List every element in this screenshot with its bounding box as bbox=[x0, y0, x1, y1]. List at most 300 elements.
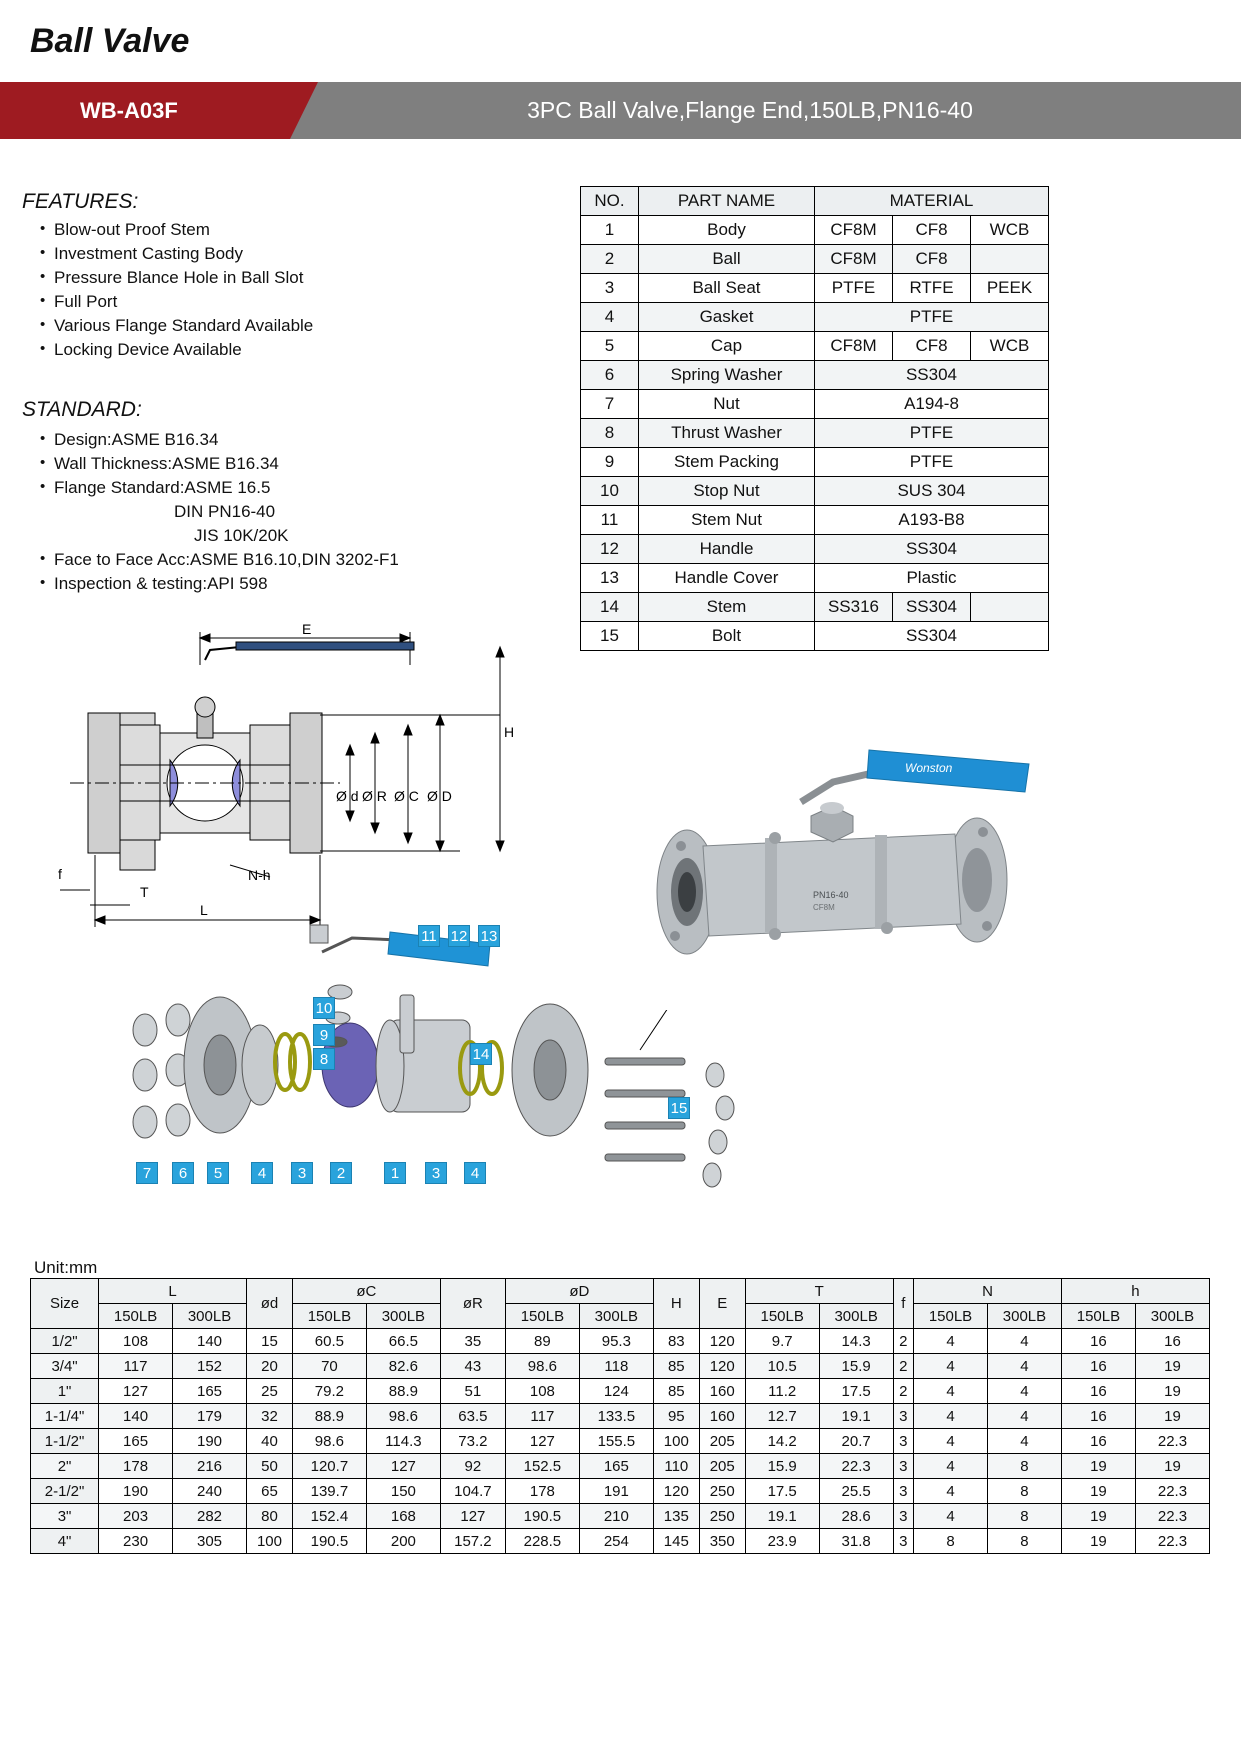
col-od: ød bbox=[247, 1279, 293, 1329]
cell: 63.5 bbox=[440, 1404, 505, 1429]
cell: 118 bbox=[579, 1354, 653, 1379]
cell: 11.2 bbox=[745, 1379, 819, 1404]
callout-3b: 3 bbox=[425, 1162, 447, 1184]
cell: 110 bbox=[653, 1454, 699, 1479]
callout-11: 11 bbox=[418, 925, 440, 947]
cell: 4 bbox=[914, 1454, 988, 1479]
cell: 157.2 bbox=[440, 1529, 505, 1554]
cell: 117 bbox=[99, 1354, 173, 1379]
col-E: E bbox=[699, 1279, 745, 1329]
cell-material: CF8M bbox=[815, 332, 893, 361]
table-row bbox=[581, 245, 1049, 274]
cell: 3 bbox=[893, 1429, 913, 1454]
callout-8: 8 bbox=[313, 1048, 335, 1070]
cell: 100 bbox=[247, 1529, 293, 1554]
cell-material: SS304 bbox=[815, 535, 1049, 564]
cell: 15 bbox=[247, 1329, 293, 1354]
cell-size: 1" bbox=[31, 1379, 99, 1404]
cell: 150 bbox=[366, 1479, 440, 1504]
features-title: FEATURES: bbox=[22, 190, 139, 213]
cell: 190 bbox=[99, 1479, 173, 1504]
cell: 95 bbox=[653, 1404, 699, 1429]
cell: 4 bbox=[987, 1379, 1061, 1404]
cell: 205 bbox=[699, 1454, 745, 1479]
cell-part-name: Stem Packing bbox=[639, 448, 815, 477]
cell: 85 bbox=[653, 1354, 699, 1379]
page-title: Ball Valve bbox=[30, 22, 190, 60]
cell: 16 bbox=[1135, 1329, 1209, 1354]
cell: 73.2 bbox=[440, 1429, 505, 1454]
cell-material: RTFE bbox=[893, 274, 971, 303]
unit-note: Unit:mm bbox=[34, 1258, 98, 1277]
col-size: Size bbox=[31, 1279, 99, 1329]
table-header-row-top bbox=[31, 1279, 1210, 1304]
cell-part-name: Ball bbox=[639, 245, 815, 274]
cell: 25 bbox=[247, 1379, 293, 1404]
cell-material: WCB bbox=[971, 216, 1049, 245]
callout-4b: 4 bbox=[464, 1162, 486, 1184]
svg-text:Wonston: Wonston bbox=[905, 761, 953, 775]
cell-part-name: Stem bbox=[639, 593, 815, 622]
cell-part-name: Handle Cover bbox=[639, 564, 815, 593]
cell: 19 bbox=[1061, 1454, 1135, 1479]
cell: 140 bbox=[99, 1404, 173, 1429]
cell: 20 bbox=[247, 1354, 293, 1379]
cell: 51 bbox=[440, 1379, 505, 1404]
cell: 254 bbox=[579, 1529, 653, 1554]
cell-no: 11 bbox=[581, 506, 639, 535]
cell: 10.5 bbox=[745, 1354, 819, 1379]
list-item: • Face to Face Acc:ASME B16.10,DIN 3202-F1 bbox=[40, 548, 582, 572]
cell: 16 bbox=[1061, 1379, 1135, 1404]
cell-no: 14 bbox=[581, 593, 639, 622]
cell-no: 3 bbox=[581, 274, 639, 303]
cell-no: 7 bbox=[581, 390, 639, 419]
callout-10: 10 bbox=[313, 997, 335, 1019]
cell-part-name: Nut bbox=[639, 390, 815, 419]
cell: 210 bbox=[579, 1504, 653, 1529]
table-row bbox=[31, 1329, 1210, 1354]
cell: 3 bbox=[893, 1454, 913, 1479]
cell: 2 bbox=[893, 1379, 913, 1404]
callout-15: 15 bbox=[668, 1097, 690, 1119]
model-number: WB-A03F bbox=[80, 98, 178, 123]
cell: 165 bbox=[173, 1379, 247, 1404]
cell: 19 bbox=[1135, 1354, 1209, 1379]
col-T: T bbox=[745, 1279, 893, 1304]
cell: 120 bbox=[653, 1479, 699, 1504]
cell-no: 2 bbox=[581, 245, 639, 274]
cell: 240 bbox=[173, 1479, 247, 1504]
cell: 15.9 bbox=[819, 1354, 893, 1379]
col-no: NO. bbox=[581, 187, 639, 216]
col-oC: øC bbox=[292, 1279, 440, 1304]
cell: 120.7 bbox=[292, 1454, 366, 1479]
cell: 160 bbox=[699, 1404, 745, 1429]
cell-material: CF8M bbox=[815, 216, 893, 245]
cell: 66.5 bbox=[366, 1329, 440, 1354]
cell-no: 12 bbox=[581, 535, 639, 564]
list-item: • Design:ASME B16.34 bbox=[40, 428, 582, 452]
cell-material: SUS 304 bbox=[815, 477, 1049, 506]
cell: 140 bbox=[173, 1329, 247, 1354]
cell: 4 bbox=[987, 1429, 1061, 1454]
cell-part-name: Cap bbox=[639, 332, 815, 361]
cell: 305 bbox=[173, 1529, 247, 1554]
cell: 19 bbox=[1061, 1504, 1135, 1529]
product-description: 3PC Ball Valve,Flange End,150LB,PN16-40 bbox=[527, 97, 973, 123]
cell-part-name: Bolt bbox=[639, 622, 815, 651]
cell: 205 bbox=[699, 1429, 745, 1454]
col-f: f bbox=[893, 1279, 913, 1329]
cell-material: A193-B8 bbox=[815, 506, 1049, 535]
sub-N-150: 150LB bbox=[914, 1304, 988, 1329]
cell-no: 1 bbox=[581, 216, 639, 245]
cell: 155.5 bbox=[579, 1429, 653, 1454]
cell-material: WCB bbox=[971, 332, 1049, 361]
cell: 35 bbox=[440, 1329, 505, 1354]
cell: 3 bbox=[893, 1504, 913, 1529]
cell: 168 bbox=[366, 1504, 440, 1529]
cell: 190 bbox=[173, 1429, 247, 1454]
col-part-name: PART NAME bbox=[639, 187, 815, 216]
cell: 98.6 bbox=[292, 1429, 366, 1454]
cell: 22.3 bbox=[1135, 1504, 1209, 1529]
cell: 127 bbox=[505, 1429, 579, 1454]
cell: 14.2 bbox=[745, 1429, 819, 1454]
cell: 40 bbox=[247, 1429, 293, 1454]
cell-material: CF8 bbox=[893, 216, 971, 245]
cell: 17.5 bbox=[745, 1479, 819, 1504]
cell: 282 bbox=[173, 1504, 247, 1529]
sub-N-300: 300LB bbox=[987, 1304, 1061, 1329]
cell: 3 bbox=[893, 1479, 913, 1504]
cell: 108 bbox=[99, 1329, 173, 1354]
col-h: h bbox=[1061, 1279, 1209, 1304]
standard-block bbox=[22, 398, 582, 596]
product-photo bbox=[625, 720, 1045, 1010]
cell-no: 4 bbox=[581, 303, 639, 332]
cell-size: 2" bbox=[31, 1454, 99, 1479]
cell: 14.3 bbox=[819, 1329, 893, 1354]
cell-no: 9 bbox=[581, 448, 639, 477]
cell: 16 bbox=[1061, 1329, 1135, 1354]
cell: 4 bbox=[987, 1354, 1061, 1379]
features-block bbox=[22, 190, 562, 362]
sub-oD-150: 150LB bbox=[505, 1304, 579, 1329]
dim-label-L: L bbox=[200, 902, 208, 918]
cell: 216 bbox=[173, 1454, 247, 1479]
cell: 12.7 bbox=[745, 1404, 819, 1429]
cell-no: 6 bbox=[581, 361, 639, 390]
cell: 4 bbox=[914, 1479, 988, 1504]
dimension-table bbox=[30, 1278, 1210, 1554]
cell: 127 bbox=[440, 1504, 505, 1529]
cell-material: SS304 bbox=[815, 361, 1049, 390]
features-list bbox=[40, 218, 562, 362]
cell-size: 1/2" bbox=[31, 1329, 99, 1354]
dim-label-C: Ø C bbox=[394, 788, 419, 804]
callout-4: 4 bbox=[251, 1162, 273, 1184]
cell: 127 bbox=[99, 1379, 173, 1404]
table-row bbox=[581, 564, 1049, 593]
cell: 83 bbox=[653, 1329, 699, 1354]
col-material: MATERIAL bbox=[815, 187, 1049, 216]
cell: 152 bbox=[173, 1354, 247, 1379]
cell-size: 1-1/2" bbox=[31, 1429, 99, 1454]
cell-material: SS304 bbox=[893, 593, 971, 622]
cell: 79.2 bbox=[292, 1379, 366, 1404]
cell: 117 bbox=[505, 1404, 579, 1429]
cell: 32 bbox=[247, 1404, 293, 1429]
sub-h-150: 150LB bbox=[1061, 1304, 1135, 1329]
cell: 98.6 bbox=[505, 1354, 579, 1379]
cell: 250 bbox=[699, 1504, 745, 1529]
table-row bbox=[581, 506, 1049, 535]
table-row bbox=[31, 1429, 1210, 1454]
cell: 19 bbox=[1061, 1479, 1135, 1504]
cell: 179 bbox=[173, 1404, 247, 1429]
cell-no: 10 bbox=[581, 477, 639, 506]
cell-material: A194-8 bbox=[815, 390, 1049, 419]
cell-material: CF8 bbox=[893, 332, 971, 361]
cell: 100 bbox=[653, 1429, 699, 1454]
cell-material: PEEK bbox=[971, 274, 1049, 303]
dim-label-d: Ø d bbox=[336, 788, 359, 804]
cell: 19.1 bbox=[745, 1504, 819, 1529]
sub-T-300: 300LB bbox=[819, 1304, 893, 1329]
cell: 152.4 bbox=[292, 1504, 366, 1529]
cell-material: CF8M bbox=[815, 245, 893, 274]
table-row bbox=[581, 419, 1049, 448]
cell: 8 bbox=[987, 1454, 1061, 1479]
cell-material: Plastic bbox=[815, 564, 1049, 593]
cell: 19 bbox=[1061, 1529, 1135, 1554]
cell: 4 bbox=[914, 1404, 988, 1429]
cell: 139.7 bbox=[292, 1479, 366, 1504]
list-item: • Flange Standard:ASME 16.5 bbox=[40, 476, 582, 500]
dim-label-Nh: N-h bbox=[248, 867, 271, 883]
cell-size: 3/4" bbox=[31, 1354, 99, 1379]
cell-part-name: Stem Nut bbox=[639, 506, 815, 535]
dim-label-T: T bbox=[140, 884, 149, 900]
cell: 19 bbox=[1135, 1454, 1209, 1479]
cell-material bbox=[971, 245, 1049, 274]
list-item: • Pressure Blance Hole in Ball Slot bbox=[40, 266, 562, 290]
cell-material: SS304 bbox=[815, 622, 1049, 651]
list-item: • Blow-out Proof Stem bbox=[40, 218, 562, 242]
list-item: • Locking Device Available bbox=[40, 338, 562, 362]
cell: 2 bbox=[893, 1329, 913, 1354]
callout-6: 6 bbox=[172, 1162, 194, 1184]
cell: 190.5 bbox=[505, 1504, 579, 1529]
cell-no: 8 bbox=[581, 419, 639, 448]
sub-L-150: 150LB bbox=[99, 1304, 173, 1329]
cell: 22.3 bbox=[1135, 1429, 1209, 1454]
cell: 80 bbox=[247, 1504, 293, 1529]
cell: 19.1 bbox=[819, 1404, 893, 1429]
svg-text:PN16-40: PN16-40 bbox=[813, 890, 849, 900]
cell: 108 bbox=[505, 1379, 579, 1404]
table-row bbox=[581, 448, 1049, 477]
cell: 98.6 bbox=[366, 1404, 440, 1429]
callout-12: 12 bbox=[448, 925, 470, 947]
cell: 16 bbox=[1061, 1429, 1135, 1454]
cell: 165 bbox=[99, 1429, 173, 1454]
cell: 165 bbox=[579, 1454, 653, 1479]
table-row bbox=[31, 1354, 1210, 1379]
cell-part-name: Ball Seat bbox=[639, 274, 815, 303]
cell-material: PTFE bbox=[815, 419, 1049, 448]
list-item: • Wall Thickness:ASME B16.34 bbox=[40, 452, 582, 476]
cell: 3 bbox=[893, 1529, 913, 1554]
standard-title: STANDARD: bbox=[22, 398, 142, 421]
cell: 4 bbox=[914, 1429, 988, 1454]
cell-material: PTFE bbox=[815, 274, 893, 303]
cell-part-name: Gasket bbox=[639, 303, 815, 332]
table-row bbox=[581, 477, 1049, 506]
table-row bbox=[31, 1379, 1210, 1404]
cell: 19 bbox=[1135, 1379, 1209, 1404]
cell-no: 15 bbox=[581, 622, 639, 651]
cell-part-name: Thrust Washer bbox=[639, 419, 815, 448]
sub-oD-300: 300LB bbox=[579, 1304, 653, 1329]
cell-size: 2-1/2" bbox=[31, 1479, 99, 1504]
cell: 88.9 bbox=[366, 1379, 440, 1404]
cell: 2 bbox=[893, 1354, 913, 1379]
cell: 70 bbox=[292, 1354, 366, 1379]
list-item: • Various Flange Standard Available bbox=[40, 314, 562, 338]
col-oR: øR bbox=[440, 1279, 505, 1329]
cell: 16 bbox=[1061, 1404, 1135, 1429]
table-row bbox=[31, 1504, 1210, 1529]
cell: 9.7 bbox=[745, 1329, 819, 1354]
callout-13: 13 bbox=[478, 925, 500, 947]
cell: 22.3 bbox=[819, 1454, 893, 1479]
table-row bbox=[31, 1479, 1210, 1504]
cell: 16 bbox=[1061, 1354, 1135, 1379]
callout-2: 2 bbox=[330, 1162, 352, 1184]
cell: 50 bbox=[247, 1454, 293, 1479]
cell: 95.3 bbox=[579, 1329, 653, 1354]
sub-oC-150: 150LB bbox=[292, 1304, 366, 1329]
cell-part-name: Spring Washer bbox=[639, 361, 815, 390]
cell-material: PTFE bbox=[815, 448, 1049, 477]
callout-3: 3 bbox=[291, 1162, 313, 1184]
table-row bbox=[581, 303, 1049, 332]
dim-label-f: f bbox=[58, 866, 62, 882]
cell: 8 bbox=[987, 1479, 1061, 1504]
callout-5: 5 bbox=[207, 1162, 229, 1184]
dim-label-R: Ø R bbox=[362, 788, 387, 804]
list-item: • Inspection & testing:API 598 bbox=[40, 572, 582, 596]
cell: 85 bbox=[653, 1379, 699, 1404]
cell: 4 bbox=[987, 1329, 1061, 1354]
cell: 88.9 bbox=[292, 1404, 366, 1429]
table-row bbox=[31, 1404, 1210, 1429]
cell-material: SS316 bbox=[815, 593, 893, 622]
table-row bbox=[31, 1529, 1210, 1554]
callout-14: 14 bbox=[470, 1043, 492, 1065]
cell: 31.8 bbox=[819, 1529, 893, 1554]
cell: 178 bbox=[99, 1454, 173, 1479]
table-row bbox=[581, 274, 1049, 303]
cell-material: CF8 bbox=[893, 245, 971, 274]
table-header-row bbox=[581, 187, 1049, 216]
sub-L-300: 300LB bbox=[173, 1304, 247, 1329]
col-oD: øD bbox=[505, 1279, 653, 1304]
cell: 4 bbox=[914, 1504, 988, 1529]
cell: 152.5 bbox=[505, 1454, 579, 1479]
cell: 89 bbox=[505, 1329, 579, 1354]
table-row bbox=[581, 216, 1049, 245]
cell: 23.9 bbox=[745, 1529, 819, 1554]
cell: 4 bbox=[914, 1354, 988, 1379]
cell: 120 bbox=[699, 1329, 745, 1354]
cell: 4 bbox=[914, 1379, 988, 1404]
list-item: JIS 10K/20K bbox=[194, 526, 289, 545]
cell: 135 bbox=[653, 1504, 699, 1529]
cell: 60.5 bbox=[292, 1329, 366, 1354]
table-header-row-sub bbox=[31, 1304, 1210, 1329]
header-bar bbox=[0, 82, 1241, 139]
table-row bbox=[581, 390, 1049, 419]
cell: 3 bbox=[893, 1404, 913, 1429]
cell: 228.5 bbox=[505, 1529, 579, 1554]
cell: 120 bbox=[699, 1354, 745, 1379]
list-item: • Investment Casting Body bbox=[40, 242, 562, 266]
cell: 191 bbox=[579, 1479, 653, 1504]
callout-9: 9 bbox=[313, 1024, 335, 1046]
cell-no: 13 bbox=[581, 564, 639, 593]
list-item: DIN PN16-40 bbox=[174, 502, 276, 521]
cell-no: 5 bbox=[581, 332, 639, 361]
dim-label-D: Ø D bbox=[427, 788, 452, 804]
cell: 203 bbox=[99, 1504, 173, 1529]
cell-part-name: Body bbox=[639, 216, 815, 245]
col-N: N bbox=[914, 1279, 1062, 1304]
cell: 43 bbox=[440, 1354, 505, 1379]
cell: 22.3 bbox=[1135, 1479, 1209, 1504]
cell: 178 bbox=[505, 1479, 579, 1504]
cell: 350 bbox=[699, 1529, 745, 1554]
cell-part-name: Handle bbox=[639, 535, 815, 564]
cell: 25.5 bbox=[819, 1479, 893, 1504]
table-row bbox=[581, 332, 1049, 361]
cell: 4 bbox=[987, 1404, 1061, 1429]
dim-label-E: E bbox=[302, 621, 312, 637]
cell: 92 bbox=[440, 1454, 505, 1479]
cell: 104.7 bbox=[440, 1479, 505, 1504]
cell: 114.3 bbox=[366, 1429, 440, 1454]
cell: 124 bbox=[579, 1379, 653, 1404]
cell: 127 bbox=[366, 1454, 440, 1479]
col-L: L bbox=[99, 1279, 247, 1304]
dim-label-H: H bbox=[504, 724, 515, 740]
cell: 8 bbox=[914, 1529, 988, 1554]
cell: 160 bbox=[699, 1379, 745, 1404]
cell: 19 bbox=[1135, 1404, 1209, 1429]
sub-oC-300: 300LB bbox=[366, 1304, 440, 1329]
cell: 28.6 bbox=[819, 1504, 893, 1529]
cell-part-name: Stop Nut bbox=[639, 477, 815, 506]
cell: 133.5 bbox=[579, 1404, 653, 1429]
table-row bbox=[581, 535, 1049, 564]
parts-table bbox=[580, 186, 1049, 651]
table-row bbox=[581, 361, 1049, 390]
cell: 8 bbox=[987, 1529, 1061, 1554]
cell: 230 bbox=[99, 1529, 173, 1554]
